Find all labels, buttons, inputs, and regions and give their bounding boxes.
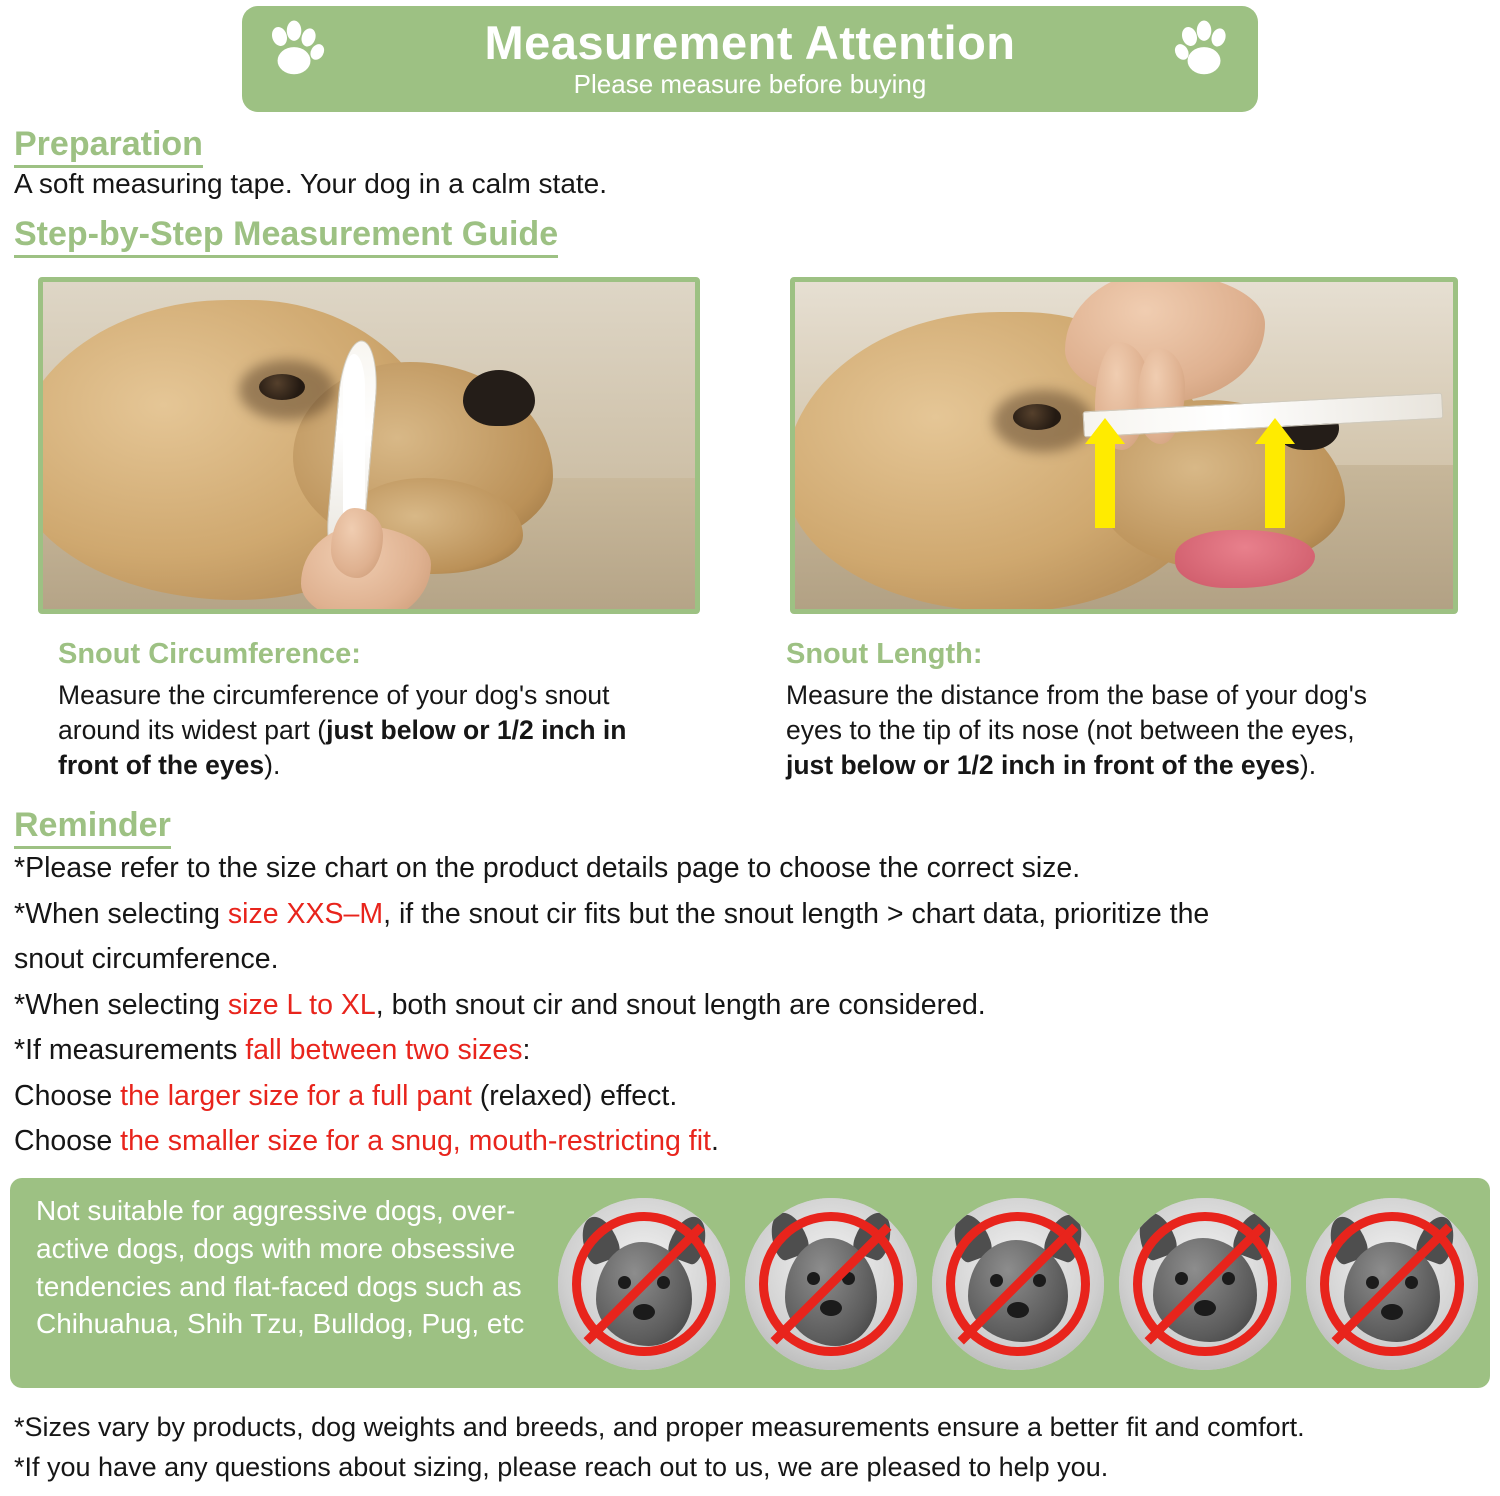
excluded-breed-shih-tzu [745, 1198, 917, 1370]
no-entry-icon [946, 1212, 1090, 1356]
reminder-line [14, 850, 1080, 887]
reminder-text: *When selecting [14, 988, 228, 1021]
reminder-text: snout circumference. [14, 943, 279, 975]
no-entry-icon [572, 1212, 716, 1356]
preparation-heading: Preparation [14, 125, 203, 168]
warning-text: Not suitable for aggressive dogs, over-active dogs, dogs with more obsessive tendencies and flat-faced dogs such as Chihuahua, Shih Tzu, Bulldog, Pug, etc [36, 1195, 525, 1340]
header-banner [242, 6, 1258, 112]
warning-box [10, 1178, 1490, 1388]
reminder-text: *If measurements [14, 1034, 246, 1066]
excluded-breed-chihuahua [558, 1198, 730, 1370]
snout-len-line2: eyes to the tip of its nose (not between the eyes, [786, 714, 1355, 745]
reminder-text: *Please refer to the size chart on the product details page to choose the correct size. [14, 852, 1081, 884]
reminder-line [14, 1032, 530, 1069]
reminder-text: *When selecting [14, 897, 228, 930]
reminder-text: , both snout cir and snout length are considered. [375, 988, 986, 1021]
snout-len-line1: Measure the distance from the base of your dog's [786, 680, 1368, 710]
snout-length-title: Snout Length: [786, 638, 983, 670]
preparation-text: A soft measuring tape. Your dog in a calm state. [14, 168, 608, 199]
excluded-breeds-row [558, 1196, 1478, 1372]
snout-circ-line1: Measure the circumference of your dog's snout [58, 680, 610, 710]
snout-circumference-text [58, 678, 718, 783]
reminder-text: Choose [14, 1125, 121, 1157]
no-entry-icon [1320, 1212, 1464, 1356]
reminder-highlight: the smaller size for a snug, mouth-restricting fit [120, 1125, 711, 1157]
no-entry-icon [759, 1212, 903, 1356]
reminder-highlight: the larger size for a full pant [120, 1079, 472, 1112]
snout-circ-line3b: ). [264, 749, 281, 780]
footer-line-1: *Sizes vary by products, dog weights and breeds, and proper measurements ensure a better fit and comfort. [14, 1412, 1305, 1442]
excluded-breed-pug [1306, 1198, 1478, 1370]
no-entry-icon [1133, 1212, 1277, 1356]
snout-circ-line2a: around its widest part ( [58, 714, 327, 745]
reminder-text: (relaxed) effect. [471, 1079, 678, 1112]
reminder-highlight: size XXS–M [227, 897, 384, 930]
snout-len-line3a: just below or 1/2 inch in front of the eyes [786, 749, 1300, 780]
reminder-line [14, 1123, 719, 1160]
paw-print-icon [264, 20, 326, 82]
reminder-highlight: fall between two sizes [245, 1034, 523, 1066]
snout-circ-line3a: front of the eyes [58, 749, 265, 780]
reminder-text: , if the snout cir fits but the snout length > chart data, prioritize the [383, 897, 1210, 930]
paw-print-icon [1174, 20, 1236, 82]
snout-length-text [786, 678, 1466, 783]
snout-len-line3b: ). [1299, 749, 1317, 780]
excluded-breed-bullmastiff [1119, 1198, 1291, 1370]
snout-circ-line2b: just below or 1/2 inch in [326, 714, 627, 745]
reminder-highlight: size L to XL [227, 988, 376, 1021]
reminder-text: Choose [14, 1079, 121, 1112]
excluded-breed-french-bulldog [932, 1198, 1104, 1370]
guide-heading: Step-by-Step Measurement Guide [14, 215, 558, 258]
reminder-line [14, 896, 1209, 933]
reminder-line [14, 987, 986, 1024]
reminder-text: . [710, 1125, 719, 1157]
reminder-line [14, 1078, 677, 1115]
snout-circumference-title: Snout Circumference: [58, 638, 361, 670]
footer-line-2: *If you have any questions about sizing, please reach out to us, we are pleased to help you. [14, 1452, 1109, 1482]
reminder-line [14, 941, 279, 978]
reminder-text: : [522, 1034, 531, 1066]
snout-circumference-photo [38, 277, 700, 614]
page-title: Measurement Attention [484, 15, 1016, 69]
reminder-heading: Reminder [14, 806, 171, 849]
snout-length-photo [790, 277, 1458, 614]
page-subtitle: Please measure before buying [573, 69, 927, 100]
